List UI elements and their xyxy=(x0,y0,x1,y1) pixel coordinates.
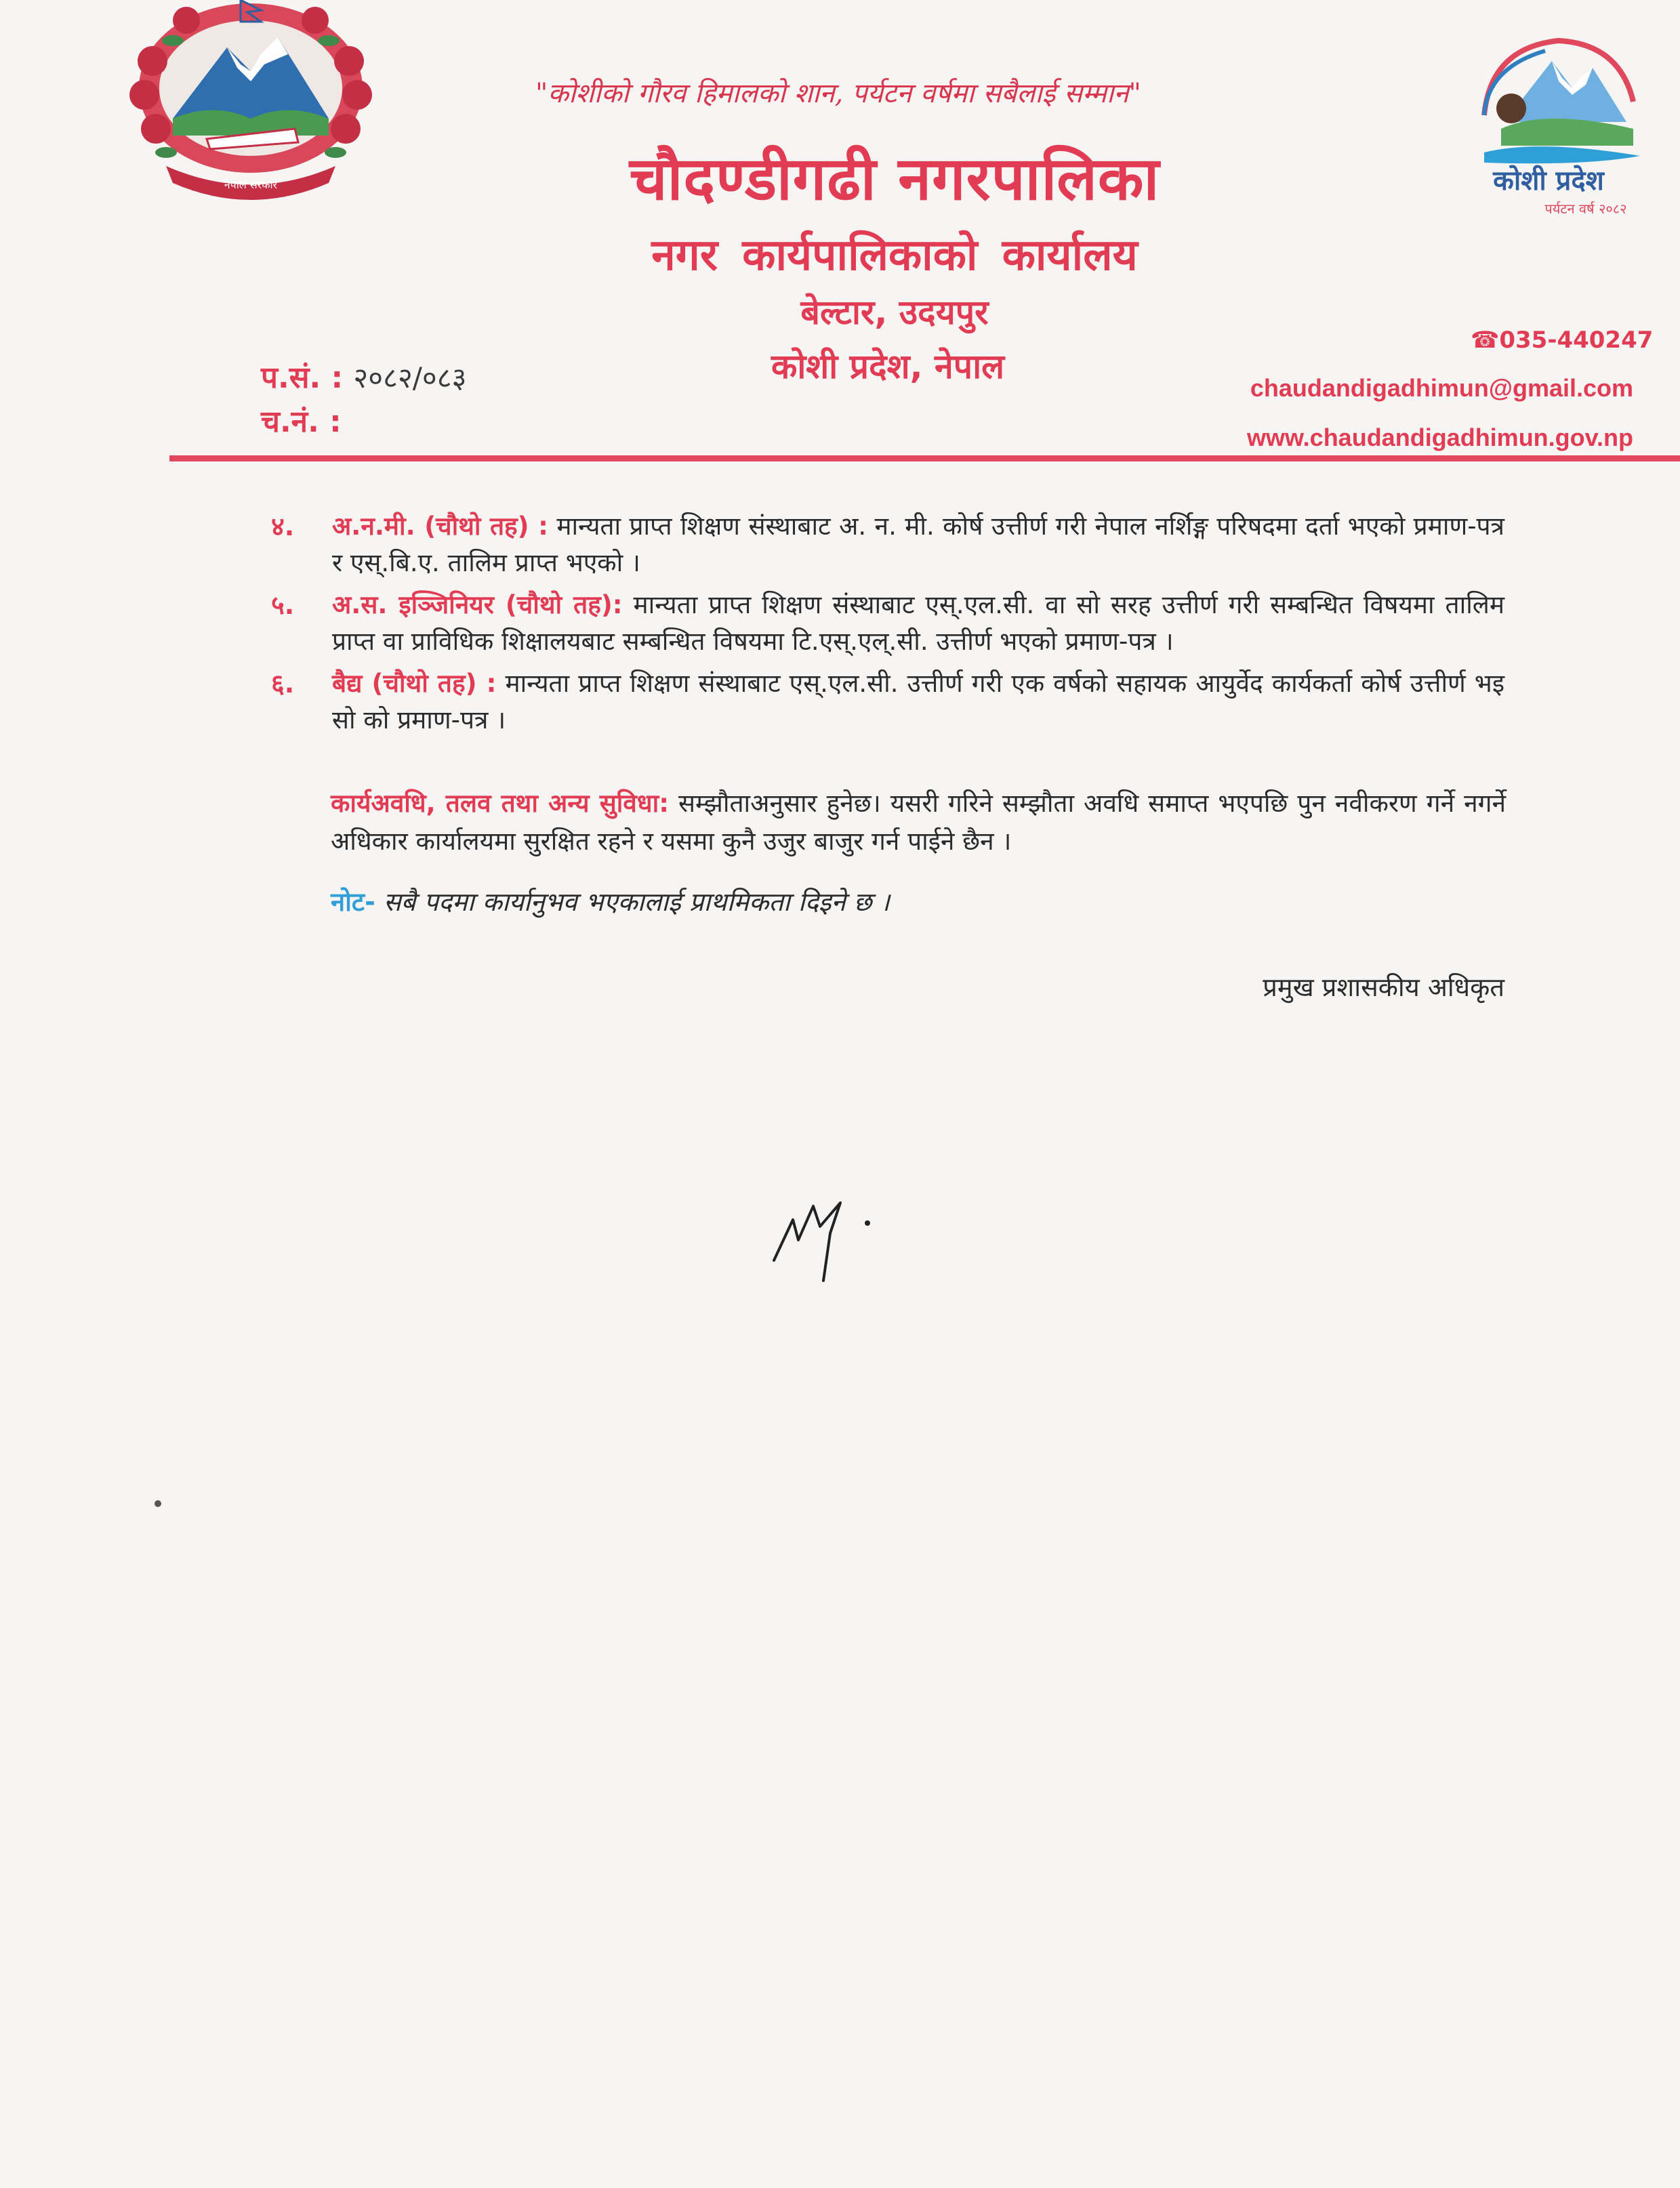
koshi-pradesh-logo xyxy=(1464,27,1647,224)
terms-label: कार्यअवधि, तलव तथा अन्य सुविधा: xyxy=(331,789,669,818)
office-name: नगर कार्यपालिकाको कार्यालय xyxy=(651,230,1138,281)
item-text: मान्यता प्राप्त शिक्षण संस्थाबाट अ. न. मी. कोर्ष उत्तीर्ण गरी नेपाल नर्शिङ्ग परिषदमा दर्ता भएको प्रमाण-पत्र र एस्.बि.ए. तालिम प्राप्त भएको । xyxy=(332,512,1504,577)
phone-icon: ☎ xyxy=(1471,327,1500,354)
list-item xyxy=(271,587,1504,660)
reference-number xyxy=(261,356,466,396)
municipality-name: चौदण्डीगढी नगरपालिका xyxy=(629,144,1160,213)
koshi-logo-title: कोशी प्रदेश xyxy=(1493,165,1604,197)
list-item xyxy=(271,665,1504,739)
list-item xyxy=(271,508,1504,581)
nepal-emblem-logo xyxy=(125,0,376,203)
slogan: "कोशीको गौरव हिमालको शान, पर्यटन वर्षमा सबैलाई सम्मान" xyxy=(535,78,1141,109)
item-title: बैद्य (चौथो तह) : xyxy=(332,669,497,698)
item-title: अ.न.मी. (चौथो तह) : xyxy=(332,512,548,541)
item-text: मान्यता प्राप्त शिक्षण संस्थाबाट एस्.एल.सी. वा सो सरह उत्तीर्ण गरी सम्बन्धित विषयमा तालिम प्राप्त वा प्राविधिक शिक्षालयबाट सम्बन्धित विषयमा टि.एस्.एल्.सी. उत्तीर्ण भएको प्रमाण-पत्र । xyxy=(332,590,1504,656)
address-line-2: कोशी प्रदेश, नेपाल xyxy=(771,347,1005,386)
reference-label: प.सं. : xyxy=(261,360,344,395)
item-body xyxy=(332,587,1504,660)
reference-value: २०८२/०८३ xyxy=(353,361,467,394)
signature xyxy=(766,1179,888,1287)
note-label: नोट- xyxy=(331,887,375,917)
qualification-list xyxy=(271,508,1504,744)
koshi-logo-subtitle: पर्यटन वर्ष २०८२ xyxy=(1544,201,1627,217)
item-number: ४. xyxy=(271,512,295,541)
item-title: अ.स. इञ्जिनियर (चौथो तह): xyxy=(332,590,623,619)
terms-paragraph xyxy=(331,785,1506,861)
item-text: मान्यता प्राप्त शिक्षण संस्थाबाट एस्.एल.सी. उत्तीर्ण गरी एक वर्षको सहायक आयुर्वेद कार्यकर्ता कोर्ष उत्तीर्ण भइ सो को प्रमाण-पत्र । xyxy=(332,669,1504,735)
dispatch-number xyxy=(261,400,342,440)
note-text: सबै पदमा कार्यानुभव भएकालाई प्राथमिकता दिइने छ । xyxy=(375,887,890,917)
item-body xyxy=(332,508,1504,581)
item-body xyxy=(332,665,1504,739)
phone-number xyxy=(1471,327,1653,354)
phone-value: 035-440247 xyxy=(1499,327,1654,354)
item-number: ६. xyxy=(271,669,295,699)
website-url: www.chaudandigadhimun.gov.np xyxy=(1247,424,1633,451)
item-number: ५. xyxy=(271,590,295,620)
signatory-title: प्रमुख प्रशासकीय अधिकृत xyxy=(1263,972,1504,1002)
scan-speck xyxy=(155,1500,161,1507)
dispatch-label: च.नं. : xyxy=(261,405,342,439)
address-line-1: बेल्टार, उदयपुर xyxy=(800,293,989,332)
terms-text: सम्झौताअनुसार हुनेछ। यसरी गरिने सम्झौता अवधि समाप्त भएपछि पुन नवीकरण गर्ने नगर्ने अधिकार कार्यालयमा सुरक्षित रहने र यसमा कुनै उजुर बाजुर गर्न पाईने छैन । xyxy=(331,789,1506,856)
header-divider xyxy=(169,455,1680,461)
emblem-banner-text: नेपाल सरकार xyxy=(224,178,278,191)
email-address: chaudandigadhimun@gmail.com xyxy=(1250,374,1633,402)
note-paragraph xyxy=(331,883,890,921)
